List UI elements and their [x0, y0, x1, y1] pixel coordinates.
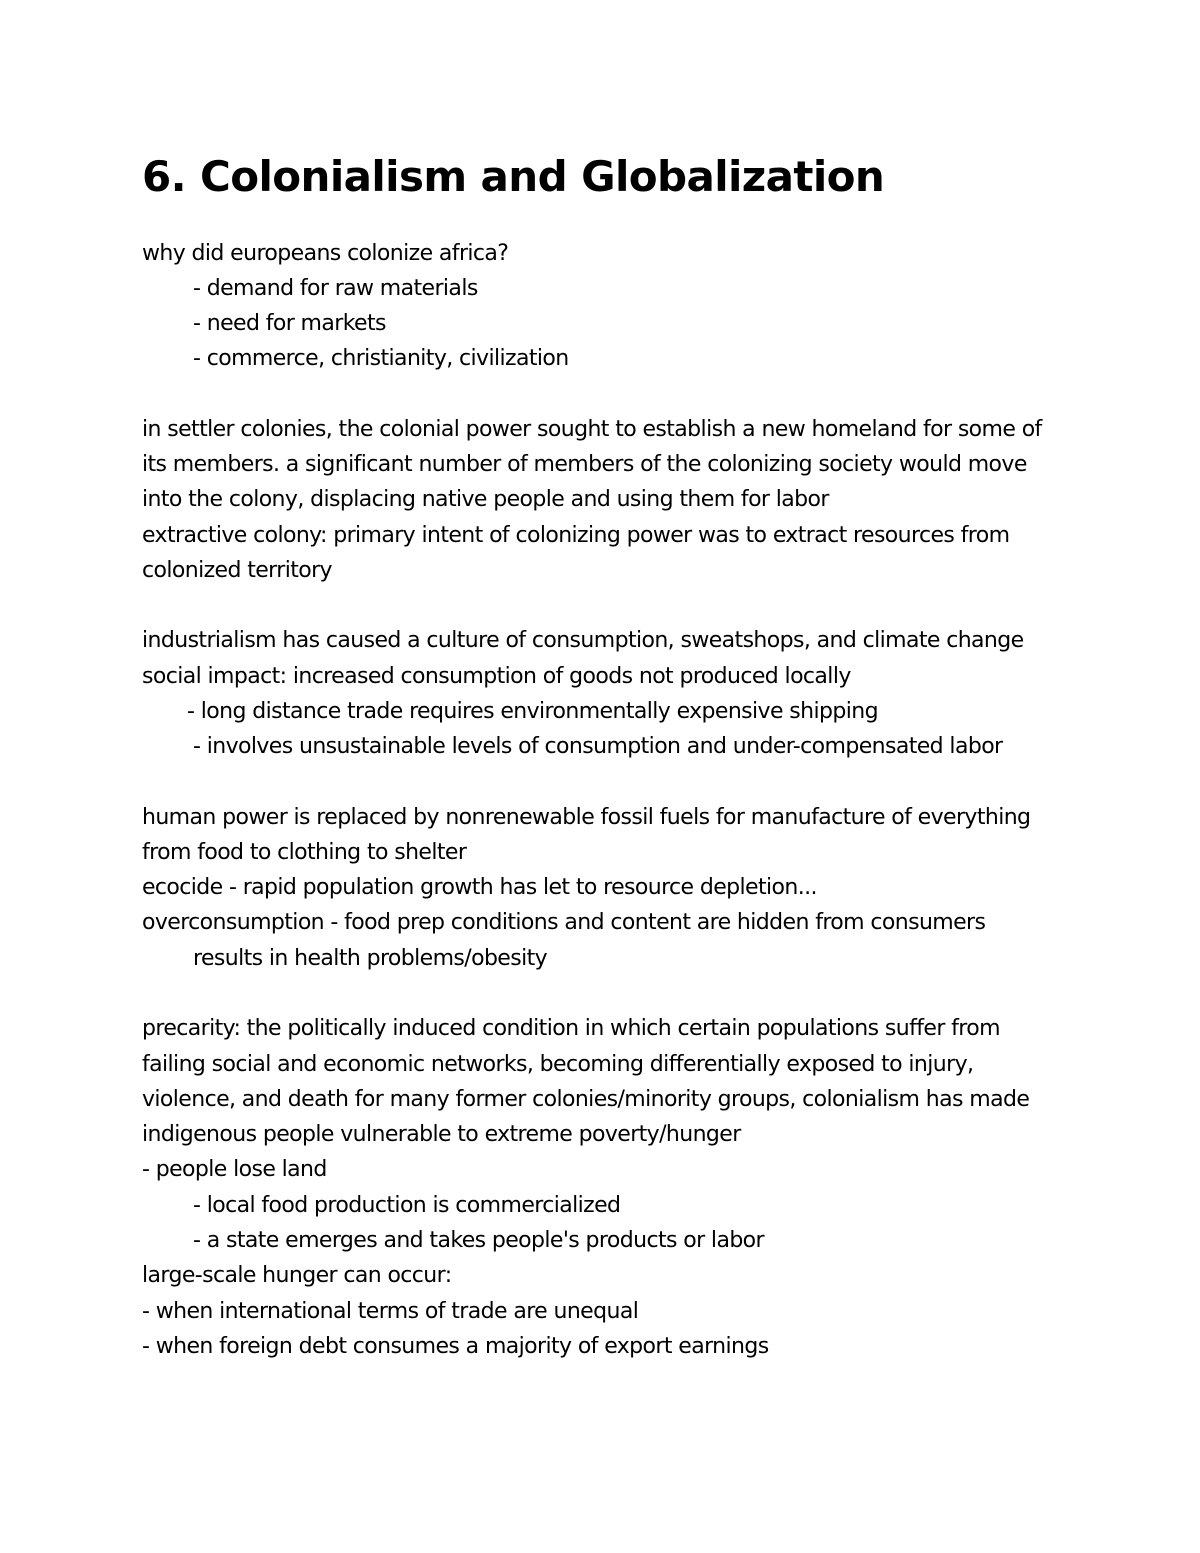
text-line: industrialism has caused a culture of consumption, sweatshops, and climate change — [142, 628, 1024, 653]
bullet-line: - a state emerges and takes people's products or labor — [193, 1228, 764, 1253]
text-line: precarity: the politically induced condition in which certain populations suffer from — [142, 1016, 1000, 1041]
text-line: indigenous people vulnerable to extreme poverty/hunger — [142, 1122, 741, 1147]
text-line: ecocide - rapid population growth has let to resource depletion... — [142, 875, 817, 900]
bullet-line: - when foreign debt consumes a majority of export earnings — [142, 1334, 769, 1359]
bullet-line: - long distance trade requires environmentally expensive shipping — [187, 699, 878, 724]
bullet-line: - need for markets — [193, 311, 386, 336]
text-line: extractive colony: primary intent of colonizing power was to extract resources from — [142, 523, 1010, 548]
page-title: 6. Colonialism and Globalization — [142, 152, 885, 201]
bullet-line: - involves unsustainable levels of consumption and under-compensated labor — [193, 734, 1003, 759]
text-line: failing social and economic networks, becoming differentially exposed to injury, — [142, 1052, 974, 1077]
text-line: large-scale hunger can occur: — [142, 1263, 452, 1288]
text-line: overconsumption - food prep conditions and content are hidden from consumers — [142, 910, 986, 935]
text-line: social impact: increased consumption of goods not produced locally — [142, 664, 851, 689]
bullet-line: - demand for raw materials — [193, 276, 478, 301]
text-line: from food to clothing to shelter — [142, 840, 467, 865]
text-line: why did europeans colonize africa? — [142, 241, 509, 266]
text-line: results in health problems/obesity — [193, 946, 548, 971]
bullet-line: - commerce, christianity, civilization — [193, 346, 569, 371]
bullet-line: - people lose land — [142, 1157, 327, 1182]
text-line: violence, and death for many former colonies/minority groups, colonialism has made — [142, 1087, 1030, 1112]
text-line: colonized territory — [142, 558, 332, 583]
bullet-line: - local food production is commercialized — [193, 1193, 621, 1218]
text-line: into the colony, displacing native people and using them for labor — [142, 487, 829, 512]
text-line: in settler colonies, the colonial power sought to establish a new homeland for some of — [142, 417, 1042, 442]
text-line: human power is replaced by nonrenewable fossil fuels for manufacture of everything — [142, 805, 1031, 830]
text-line: its members. a significant number of members of the colonizing society would move — [142, 452, 1027, 477]
bullet-line: - when international terms of trade are unequal — [142, 1299, 639, 1324]
